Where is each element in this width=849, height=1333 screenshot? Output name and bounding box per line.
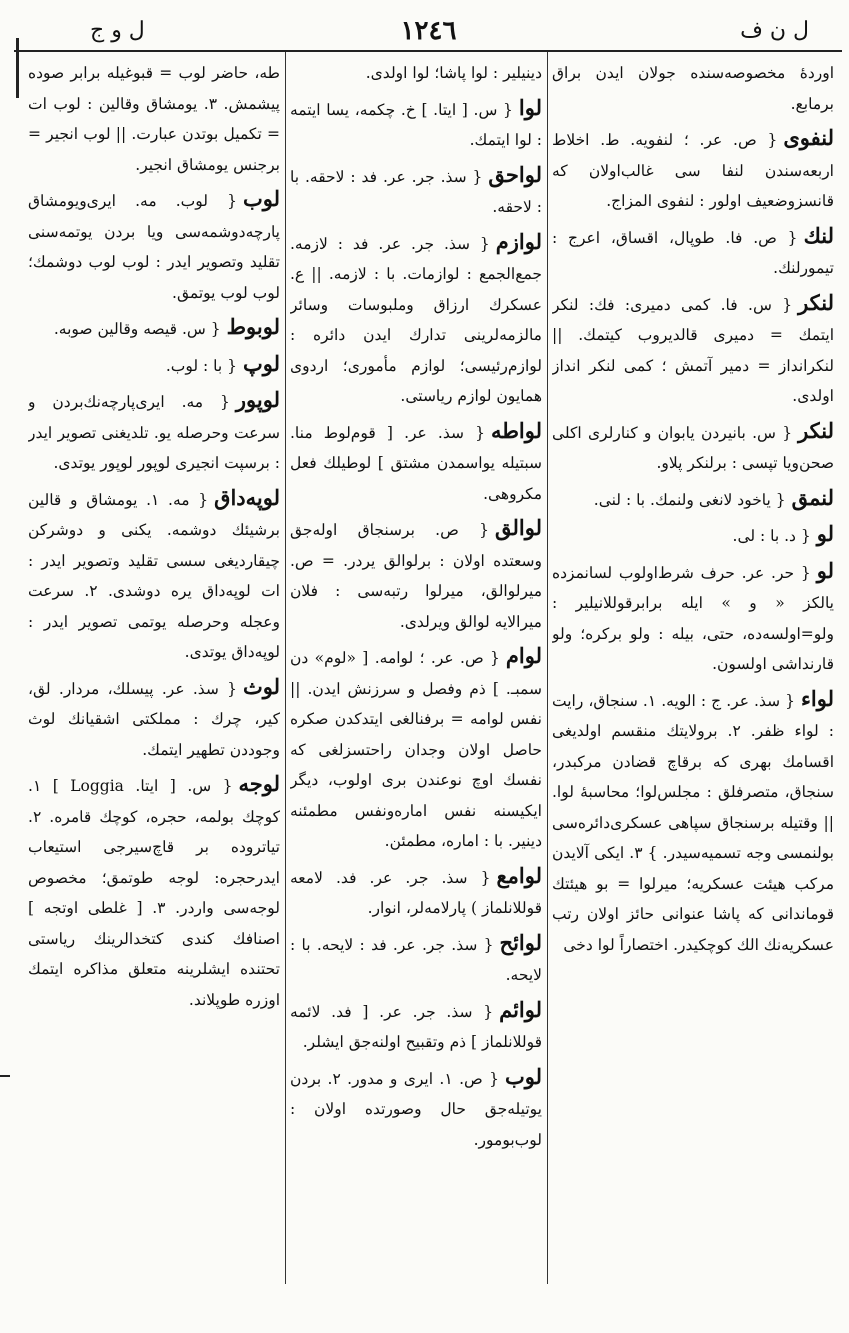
entry-headword: لنمق (791, 484, 834, 510)
entry-definition: { با : لوب. (165, 356, 237, 375)
entry-definition: { ص. عر. ؛ لنفویه. ط. اخلاط اربعه‌سندن لنفا سی غالب‌اولان که قانسزوضعیف اولور : لنفوی المزاج. (552, 131, 834, 210)
dictionary-entry (28, 672, 280, 766)
entry-definition: { سذ. جر. عر. فد. لامعه قوللانلماز ) پارلامەلر، انوار. (290, 868, 542, 917)
column-divider-left (285, 52, 286, 1284)
entry-headword: لوا (518, 94, 542, 120)
entry-definition: { حر. عر. حرف شرط‌اولوب لسانمزده یالکز « و » ایله برابرقوللانیلیر : ولو=اولسه‌ده، حتی، بیله : ولو برکره؛ ولو قارنداشی اولسون. (552, 563, 834, 673)
column-right (552, 58, 834, 1278)
dictionary-entry (28, 58, 280, 180)
dictionary-entry (28, 483, 280, 668)
entry-definition: { س. [ ایتا. ] خ. چکمه، یسا ایتمه : لوا ایتمك. (290, 100, 542, 149)
entry-definition: { سذ. جر. عر. فد : لاحقه. با : لاحقه. (290, 167, 542, 216)
dictionary-entry (552, 416, 834, 479)
entry-headword: لوپ (242, 350, 280, 376)
entry-headword: لنك (803, 222, 834, 248)
entry-definition: طه، حاضر لوب = قبوغیله برابر صوده پیشمش. ٣. یومشاق وقالین : لوب ات = تکمیل بوتدن عبارت. || لوب انجیر = برجنس یومشاق انجیر. (28, 64, 280, 174)
entry-headword: لنفوی (783, 125, 834, 150)
dictionary-entry (552, 123, 834, 217)
dictionary-entry (28, 349, 280, 382)
entry-definition: { سذ. عر. ج : الویه. ١. سنجاق، رایت : لواء ظفر. ٢. برولایتك منقسم اولدیغی اقسامك بهری که برقاچ قضادن مرکبدر، سنجاق، متصرفلق : مجلس‌لوا؛ محاسبۀ لوا. || وقتیله برسنجاق سپاهی عسکری‌دائره‌سی بولنمسی وجه تسمیه‌سیدر. } ٣. ایکی آلایدن مرکب هیئت عسکریه؛ میرلوا = بو هیئتك قوماندانی که پاشا عنوانی حائز اولان رتب عسکریه‌نك الك کوچکیدر. اختصاراً لوا دخی (552, 691, 834, 954)
entry-definition: { سذ. جر. عر. فد : لازمه. جمع‌الجمع : لوازمات. با : لازمه. || ع. عسکرك ارزاق وملبوسات وسائر مالزمه‌لرینی تدارك ایدن دائره : لوازم‌رئیسی؛ لوازم مأموری؛ اردوی همایون لوازم ریاستی. (290, 234, 542, 405)
entry-headword: لوب (504, 1063, 542, 1089)
dictionary-entry (290, 928, 542, 991)
dictionary-entry (552, 556, 834, 680)
page-header (20, 14, 837, 48)
entry-definition: { لوب. مه. ایری‌ویومشاق پارچه‌دوشمه‌سی ویا بردن یوتمه‌سنی تقلید وتصویر ایدر : لوب لوب دوشمك؛ لوب لوب یوتمق. (28, 192, 280, 302)
entry-definition: { مه. ١. یومشاق و قالین برشیئك دوشمه. یکنی و دوشرکن چیقاردیغی سسی تقلید وتصویر ایدر : ات لوپه‌داق یره دوشدی. ٢. سرعت وعجله وحرصله یوتمی تصویر ایدر : لوپه‌داق یوتدی. (28, 490, 280, 661)
dictionary-entry (290, 58, 542, 89)
dictionary-entry (290, 641, 542, 857)
dictionary-entry (290, 513, 542, 637)
entry-headword: لوث (242, 673, 280, 699)
entry-headword: لوائم (499, 996, 542, 1022)
entry-headword: لوپور (235, 387, 280, 412)
dictionary-entry (290, 861, 542, 924)
dictionary-entry (290, 93, 542, 156)
dictionary-entry (552, 684, 834, 961)
entry-headword: لواطه (490, 417, 542, 443)
entry-headword: لوام (505, 643, 542, 668)
column-left (28, 58, 280, 1278)
dictionary-entry (552, 483, 834, 516)
dictionary-entry (290, 995, 542, 1058)
entry-headword: لنکر (798, 289, 834, 315)
entry-definition: { س. [ ایتا. Loggia ] ١. کوچك بولمه، حجره، کوچك قامره. ٢. تیاتروده بر قاچ‌سیرجی استیعاب ایدرحجره: لوجه طوتمق؛ مخصوص لوجه‌سی واردر. ٣. [ غلطی اوتجه ] اصنافك کندی کتخدالرینك ریاستی تحتنده ایشلرینه متعلق مذاکره ایتمك اوزره طوپلاند. (28, 777, 280, 1009)
entry-definition: اوردۀ مخصوصه‌سنده جولان ایدن براق برمابع. (552, 64, 834, 113)
entry-definition: { ص. فا. طوپال، اقساق، اعرج : تیمورلنك. (552, 228, 834, 277)
entry-definition: { س. قیصه وقالین صوبه. (53, 320, 221, 338)
entry-definition: { س. بانیردن یابوان و کنارلری اکلی صحن‌ویا تپسی : برلنکر پلاو. (552, 423, 834, 472)
dictionary-entry (290, 160, 542, 223)
dictionary-entry (552, 58, 834, 119)
entry-headword: لواء (801, 685, 834, 711)
header-guide-letters-left: ل و ج (90, 18, 145, 43)
entry-definition: { س. فا. کمی دمیری: فك: لنکر ایتمك = دمیری قالدیروب کیتمك. || لنکرانداز = دمیر آتمش ؛ کمی لنکر انداز اولدی. (552, 295, 834, 405)
column-divider-right (547, 52, 548, 1284)
dictionary-entry (28, 184, 280, 308)
dictionary-entry (28, 312, 280, 345)
dictionary-entry (552, 221, 834, 284)
entry-headword: لوجه (238, 771, 280, 796)
entry-headword: لنکر (798, 417, 834, 443)
entry-definition: { مه. ایری‌پارچه‌نك‌بردن و سرعت وحرصله یو. تلدیغنی تصویر ایدر : برسپت انجیری لوپور لوپور یوتدی. (28, 393, 280, 472)
page-edge-mark-middle (0, 1075, 10, 1077)
dictionary-entry (28, 385, 280, 479)
entry-definition: { سذ. جر. عر. فد : لایحه. با : لایحه. (290, 935, 542, 984)
entry-definition: { ص. عر. ؛ لوامه. [ «لوم» دن سمبـ. ] ذم وفصل و سرزنش ایدن. || نفس لوامه = برفنالغی ایتدکدن صکره حاصل اولان وجدان راحتسزلغی که نفسك اوچ نوعندن بری اولوب، دیگر ایکیسنه نفس اماره‌ونفس مطمئنه دینیر. با : اماره، مطمئن. (290, 649, 542, 850)
entry-headword: لوپه‌داق (214, 484, 280, 510)
dictionary-entry (290, 416, 542, 510)
entry-headword: لوائح (499, 929, 542, 955)
entry-headword: لوب (242, 186, 280, 211)
dictionary-entry (552, 288, 834, 412)
entry-headword: لواحق (488, 161, 542, 187)
entry-definition: { د. با : لی. (732, 527, 811, 545)
entry-definition: { سذ. عر. پیسلك، مردار. لق، کیر، چرك : مملکتی اشقیانك لوث وجوددن تطهیر ایتمك. (28, 679, 280, 759)
entry-headword: لوامع (496, 862, 542, 888)
page-number: ١٢٤٦ (400, 16, 457, 46)
entry-definition: دینیلیر : لوا پاشا؛ لوا اولدی. (365, 64, 542, 82)
header-guide-letters-right: ل ن ف (740, 18, 809, 43)
entry-definition: { یاخود لانغی ولنمك. با : لنی. (593, 490, 786, 509)
entry-headword: لو (816, 557, 834, 583)
entry-definition: { سذ. عر. [ قوم‌لوط منا. سبتیله یواسمدن مشتق ] لوطیلك فعل مکروهی. (290, 423, 542, 503)
dictionary-entry (290, 227, 542, 412)
dictionary-entry (552, 519, 834, 552)
entry-definition: { ص. برسنجاق اولەجق وسعتده اولان : برلوالق یردر. = ص. میرلوالق، میرلوا رتبه‌سی : فلان میرالایه لوالق ویرلدی. (290, 521, 542, 631)
page-edge-mark-top (16, 38, 19, 98)
column-middle (290, 58, 542, 1278)
entry-definition: { ص. ١. ایری و مدور. ٢. بردن یوتیله‌جق حال وصورتده اولان : لوب‌بومور. (290, 1069, 542, 1149)
entry-headword: لوالق (495, 515, 542, 540)
dictionary-entry (28, 769, 280, 1015)
entry-definition: { سذ. جر. عر. [ فد. لائمه قوللانلماز ] ذم وتقبیح اولنەجق ایشلر. (290, 1002, 542, 1051)
dictionary-entry (290, 1062, 542, 1156)
entry-headword: لو (816, 521, 834, 546)
header-rule (14, 50, 842, 52)
entry-headword: لوبوط (226, 314, 280, 339)
entry-headword: لوازم (495, 228, 542, 254)
